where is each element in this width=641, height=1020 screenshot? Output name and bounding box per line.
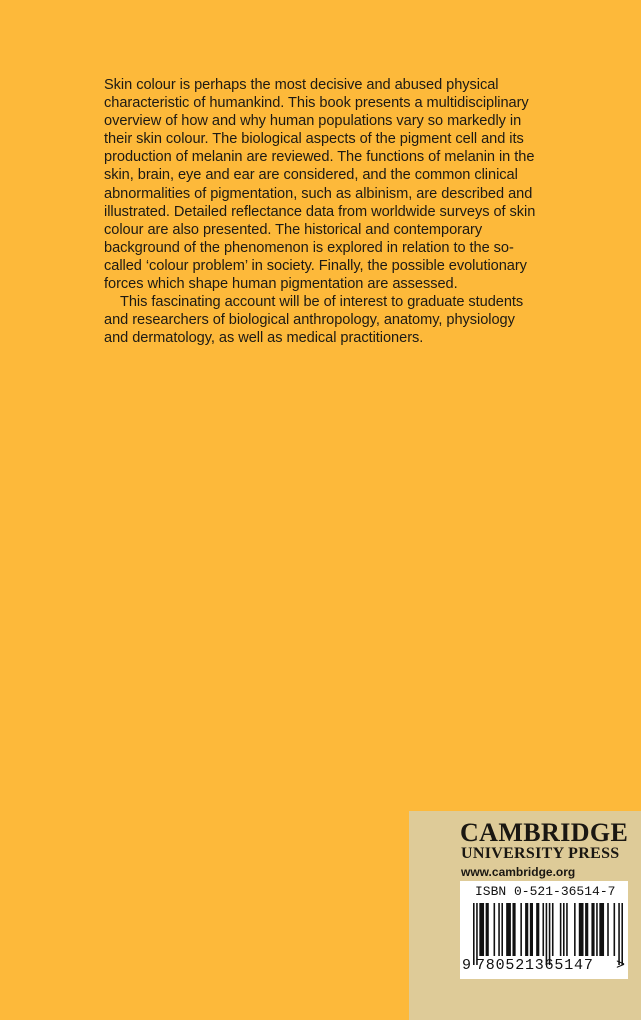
barcode-bar [530,903,533,956]
barcode-bars [473,903,623,965]
barcode-bar [618,903,620,965]
quiet-zone-mark: > [616,957,626,974]
barcode-bar [552,903,554,956]
barcode-bar [560,903,562,956]
barcode-bar [579,903,584,956]
ean-first-digit: 9 [462,957,472,974]
barcode-bar [512,903,515,956]
barcode-bar [536,903,539,956]
barcode-bar [476,903,478,965]
barcode-bar [591,903,594,956]
barcode-bar [498,903,500,956]
barcode-bar [479,903,484,956]
barcode-bar [614,903,616,956]
publisher-url: www.cambridge.org [461,865,576,879]
barcode-bar [506,903,511,956]
barcode-bar [621,903,623,965]
publisher-subtitle: UNIVERSITY PRESS [461,845,620,862]
barcode-bar [574,903,576,956]
barcode-bar [585,903,588,956]
barcode-bar [563,903,565,956]
barcode-bar [542,903,544,956]
blurb-paragraph-1: Skin colour is perhaps the most decisive and abused physical characteristic of humankind. This book presents a multidisciplinary overview of how and why human populations vary so markedly in their skin colour. The biological aspects of the pigment cell and its production of melanin are reviewed. The functions of melanin in the skin, brain, eye and ear are considered, and the common clinical abnormalities of pigmentation, such as albinism, are described and illustrated. Detailed reflectance data from worldwide surveys of skin colour are also presented. The historical and contemporary background of the phenomenon is explored in relation to the so-called ‘colour problem’ in society. Finally, the possible evolutionary forces which shape human pigmentation are assessed. [104,77,536,293]
barcode-bar [525,903,528,956]
barcode-bar [599,903,604,956]
barcode-bar [520,903,522,956]
ean-number: 780521365147 [476,957,594,974]
barcode-bar [473,903,475,965]
barcode-bar [486,903,489,956]
barcode-bar [607,903,609,956]
barcode-bar [546,903,548,965]
cover-blurb [104,76,536,347]
blurb-paragraph-2: This fascinating account will be of interest to graduate students and researchers of biological anthropology, anatomy, physiology and dermatology, as well as medical practitioners. [104,294,524,347]
barcode-bar [494,903,496,956]
barcode-bar [566,903,568,956]
isbn-label: ISBN 0-521-36514-7 [475,884,616,899]
barcode-bar [501,903,503,956]
barcode-bar [549,903,551,965]
publisher-name: CAMBRIDGE [460,818,629,847]
barcode-bar [596,903,598,956]
